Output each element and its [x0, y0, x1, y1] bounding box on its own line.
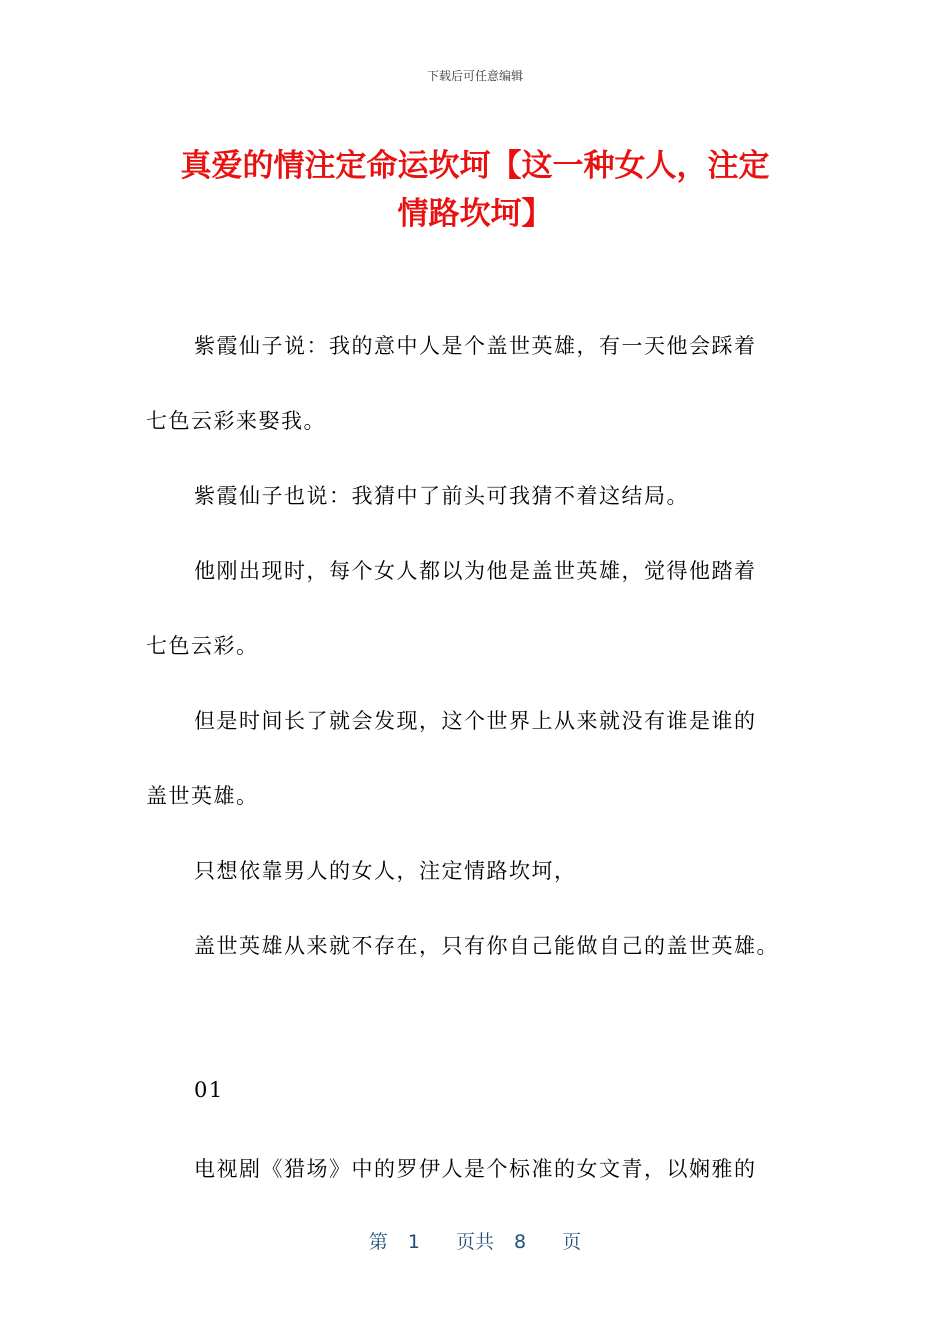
title-line-1: 真爱的情注定命运坎坷【这一种女人，注定: [180, 148, 770, 184]
paragraph-1-line-2: 七色云彩来娶我。: [146, 409, 326, 433]
paragraph-5: 只想依靠男人的女人，注定情路坎坷，: [194, 859, 577, 883]
paragraph-1-line-1: 紫霞仙子说：我的意中人是个盖世英雄，有一天他会踩着: [194, 334, 757, 358]
paragraph-6: 盖世英雄从来就不存在，只有你自己能做自己的盖世英雄。: [194, 934, 779, 958]
paragraph-4-line-1: 但是时间长了就会发现，这个世界上从来就没有谁是谁的: [194, 709, 757, 733]
paragraph-7-line-1: 电视剧《猎场》中的罗伊人是个标准的女文青，以娴雅的: [194, 1157, 757, 1181]
footer-middle: 页共: [455, 1231, 494, 1253]
footer-current-page: 1: [407, 1231, 420, 1253]
paragraph-3-line-1: 他刚出现时，每个女人都以为他是盖世英雄，觉得他踏着: [194, 559, 757, 583]
paragraph-2: 紫霞仙子也说：我猜中了前头可我猜不着这结局。: [194, 484, 689, 508]
footer-suffix: 页: [562, 1231, 582, 1253]
footer-prefix: 第: [368, 1231, 388, 1253]
footer-total-pages: 8: [514, 1231, 527, 1253]
title-line-2: 情路坎坷】: [397, 196, 553, 232]
paragraph-3-line-2: 七色云彩。: [146, 634, 259, 658]
paragraph-4-line-2: 盖世英雄。: [146, 784, 259, 808]
page-footer: [0, 1227, 950, 1254]
header-note: 下载后可任意编辑: [426, 69, 523, 83]
section-number: 01: [194, 1078, 224, 1102]
document-title: [150, 142, 800, 238]
